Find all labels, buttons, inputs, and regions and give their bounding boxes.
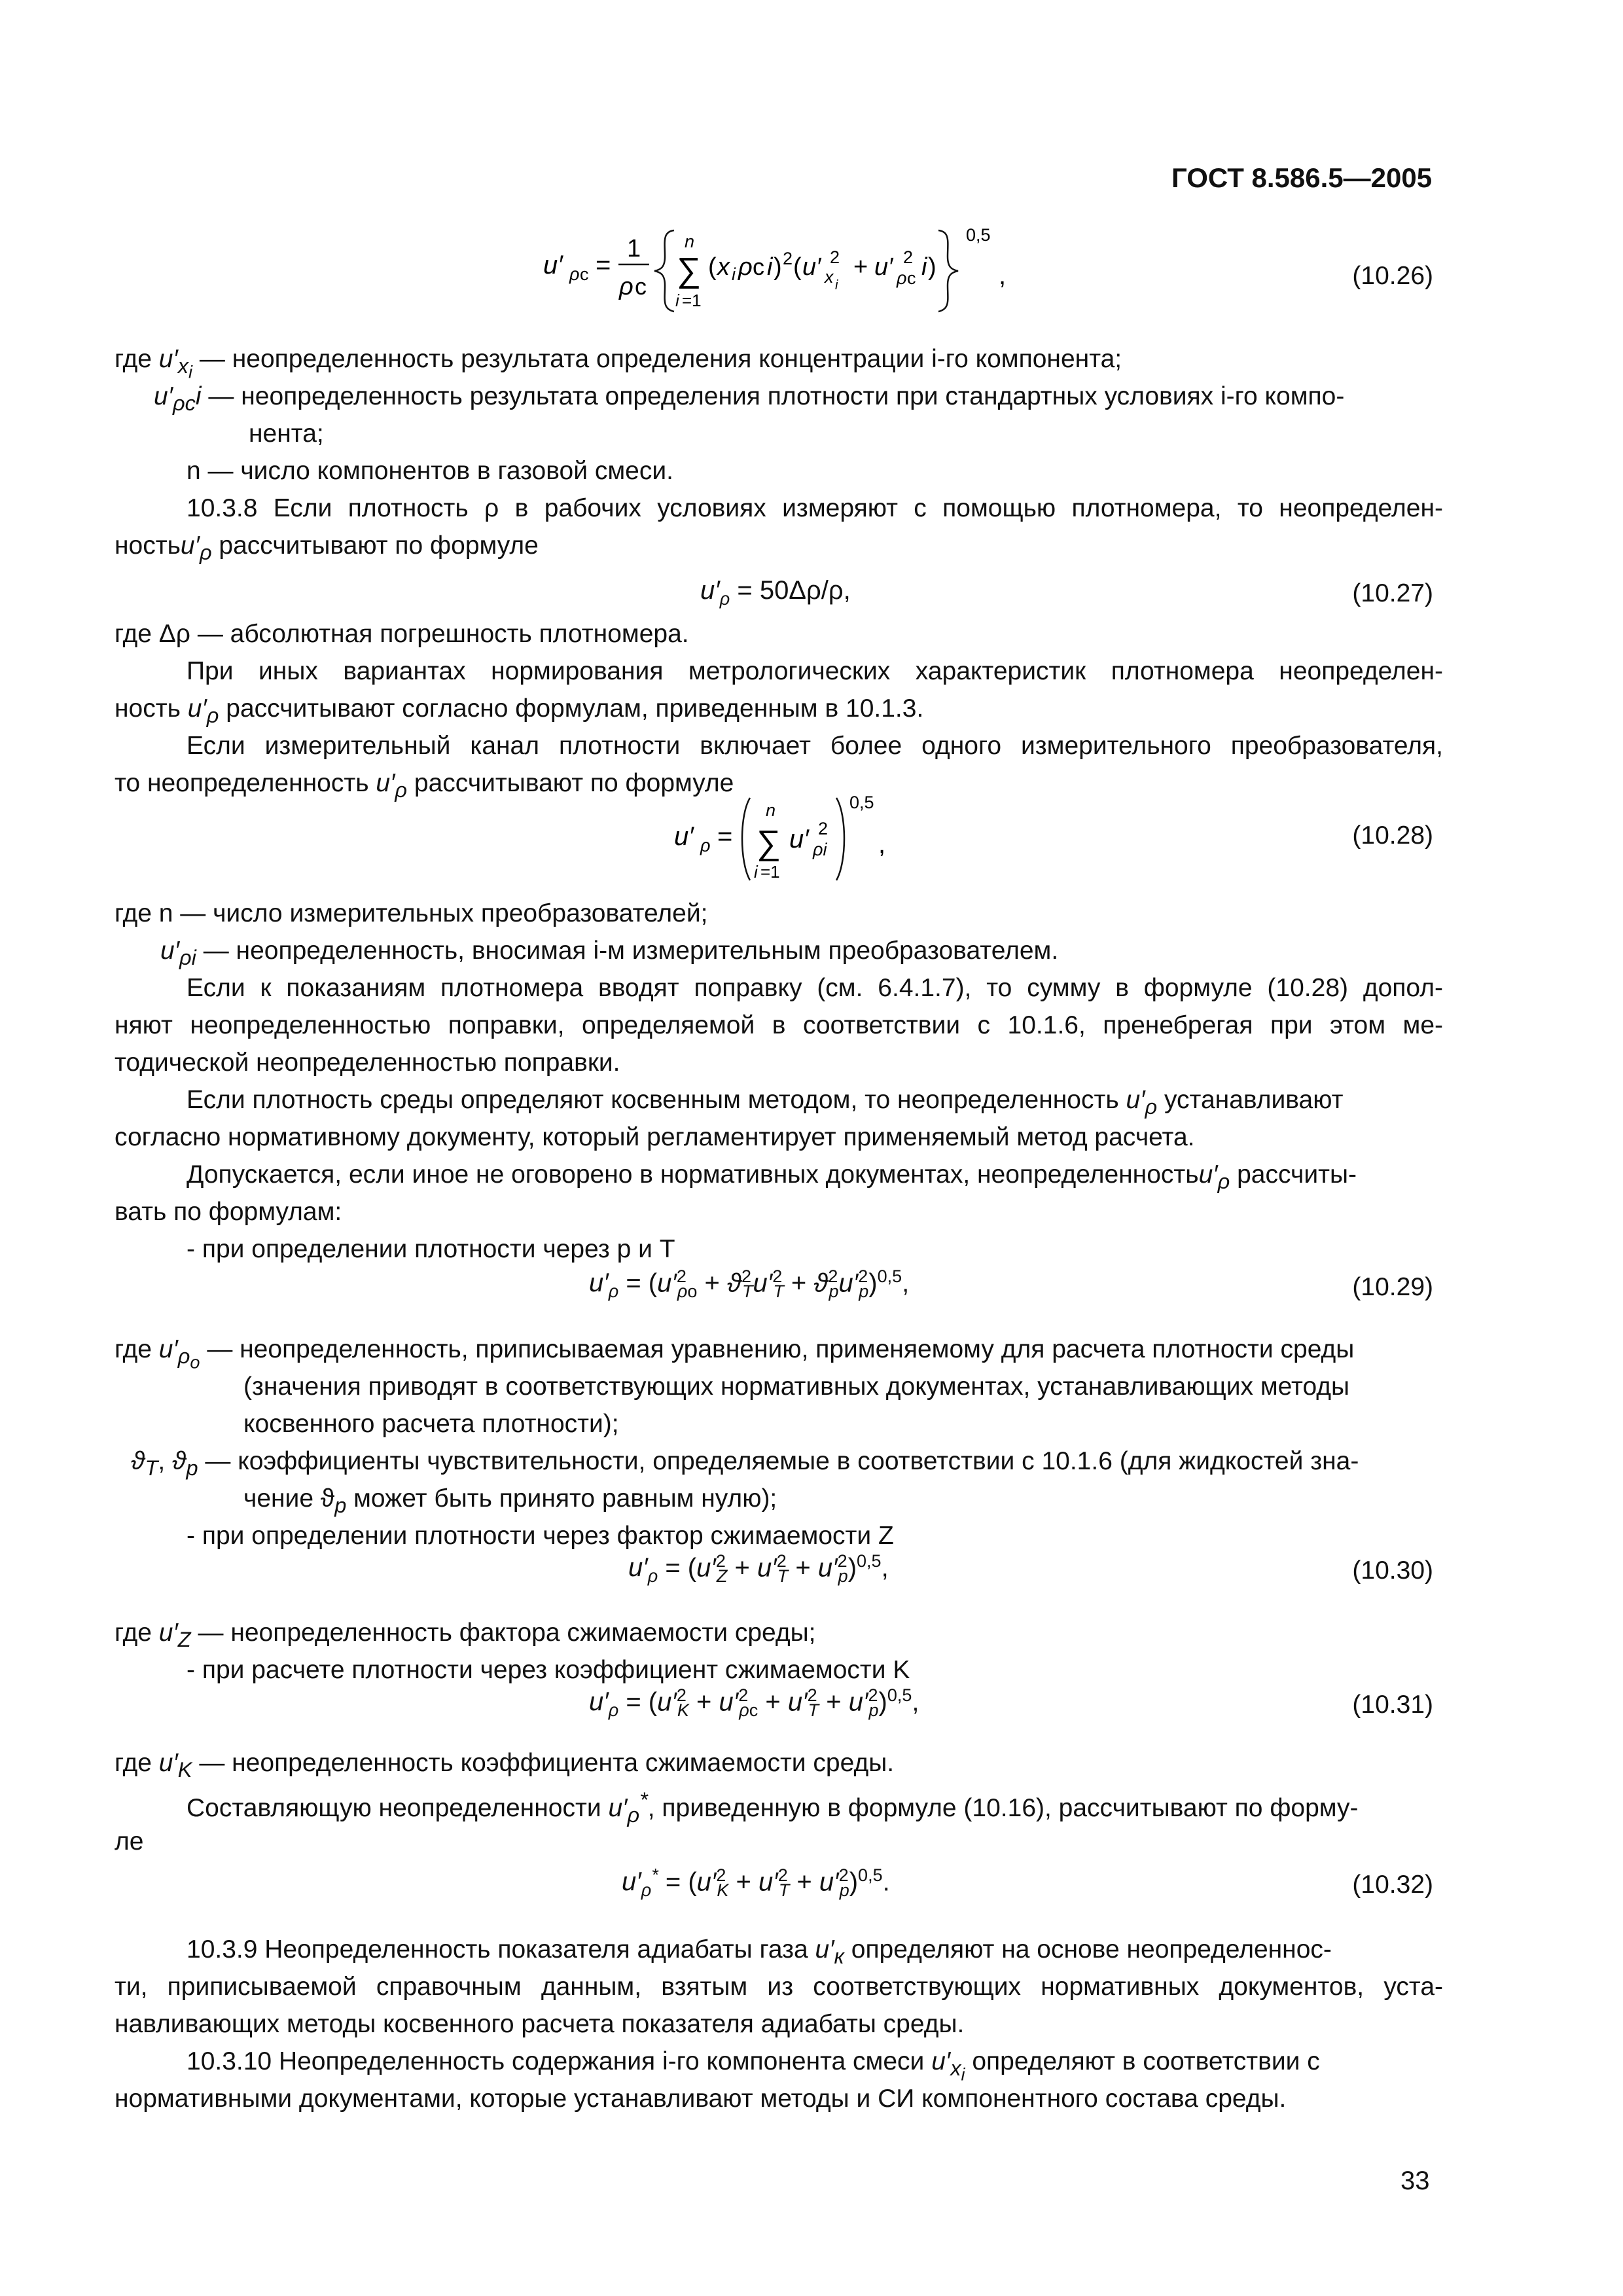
svg-text:ρ: ρ [738, 253, 753, 281]
svg-text:c: c [580, 264, 589, 284]
svg-text:1: 1 [627, 235, 641, 262]
svg-text:=: = [596, 251, 611, 279]
svg-text:x: x [717, 253, 730, 281]
where-K-desc: — неопределенность коэффициента сжимаемости среды. [199, 1749, 895, 1777]
p-component-a1: Составляющую неопределенности [187, 1794, 601, 1822]
formula-10-29: $u'_\rho = (u'^2_{\rho o} + ϑ^2_Tu'^2_T + ϑ^2_pu'^2_p)^{0,5}$, [589, 1266, 910, 1302]
equation-number-10-26: (10.26) [1352, 262, 1433, 290]
where-n-conv: где n — число измерительных преобразователей; [115, 899, 708, 927]
symbol-u-rho-i: $u'_{\rho i}$ [160, 937, 196, 969]
equation-number-10-28: (10.28) [1352, 821, 1433, 850]
svg-text:ρ: ρ [619, 273, 633, 300]
where-K-line: где $u'_K$ — неопределенность коэффициента сжимаемости среды. [115, 1749, 895, 1782]
formula-10-27-rhs: = 50Δρ/ρ, [737, 576, 851, 605]
equation-number-10-30: (10.30) [1352, 1556, 1433, 1585]
p-1038-line-b [115, 527, 1443, 571]
svg-text:+: + [853, 253, 868, 281]
p-1039-a1: 10.3.9 Неопределенность показателя адиабаты газа [187, 1935, 808, 1964]
svg-text:=1: =1 [682, 291, 702, 310]
p-channel-b2: рассчитывают по формуле [414, 769, 734, 797]
standard-code: ГОСТ 8.586.5—2005 [1171, 162, 1433, 193]
where-rho-c-desc: — неопределенность результата определения плотности при стандартных условиях i-го компо- [208, 382, 1345, 410]
symbol-u-rho-c-i: $u'_{\rho c}i$ [154, 382, 202, 415]
p-10310-line-b: нормативными документами, которые устанавливают методы и СИ компонентного состава среды. [115, 2085, 1287, 2113]
p-indirect-a2: устанавливают [1164, 1086, 1344, 1114]
p-other-b1: ность [115, 694, 181, 723]
svg-text:i: i [732, 264, 736, 284]
p-indirect-line-b: согласно нормативному документу, который регламентирует применяемый метод расчета. [115, 1123, 1195, 1151]
svg-text:ρ: ρ [897, 268, 907, 288]
p-allowed-line-a: Допускается, если иное не оговорено в нормативных документах, $неопределенностьu'_\rho$ рассчиты- [187, 1160, 1357, 1193]
svg-text:i: i [754, 862, 758, 882]
svg-text:i: i [675, 291, 679, 310]
p-channel-b1: то неопределенность [115, 769, 369, 797]
p-indirect-a1: Если плотность среды определяют косвенным методом, то неопределенность [187, 1086, 1119, 1114]
p-corr-line-c: тодической неопределенностью поправки. [115, 1049, 620, 1077]
p-10310-line-a: 10.3.10 Неопределенность содержания i-го компонента смеси $u'_{x_i}$ определяют в соответствии с [187, 2047, 1320, 2085]
p-allowed-a2: рассчиты- [1237, 1160, 1357, 1189]
svg-text:c: c [635, 273, 647, 300]
bullet-K: - при расчете плотности через коэффициент сжимаемости K [187, 1656, 910, 1684]
where-Z-line: где $u'_Z$ — неопределенность фактора сжимаемости среды; [115, 1619, 816, 1651]
formula-10-32: $u'_\rho^* = (u'^2_K + u'^2_T + u'^2_p)^{0,5}$. [622, 1865, 890, 1901]
svg-text:,: , [999, 261, 1007, 290]
equation-number-10-27: (10.27) [1352, 579, 1433, 607]
where-rho0-desc2: (значения приводят в соответствующих нормативных документах, устанавливающих методы [243, 1372, 1350, 1401]
p-1039-line-a: 10.3.9 Неопределенность показателя адиабаты газа $u'_к$ определяют на основе неопределеннос- [187, 1935, 1332, 1968]
svg-text:i: i [921, 253, 927, 281]
svg-text:2: 2 [830, 247, 840, 267]
where-theta-desc2: чение ϑ [243, 1484, 335, 1513]
formula-10-26 [537, 216, 1060, 321]
svg-text:n: n [766, 800, 776, 820]
p-10310-a1: 10.3.10 Неопределенность содержания i-го компонента смеси [187, 2047, 925, 2075]
svg-text:=: = [717, 822, 733, 851]
svg-text:(: ( [708, 253, 717, 281]
svg-text:2: 2 [818, 819, 829, 838]
equation-number-10-29: (10.29) [1352, 1273, 1433, 1301]
svg-text:): ) [928, 253, 936, 281]
p-1038-line-a: 10.3.8 Если плотность ρ в рабочих условиях измеряют с помощью плотномера, то неопределен- [187, 494, 1443, 522]
p-component-line-a: Составляющую неопределенности $u'_\rho^*$, приведенную в формуле (10.16), рассчитывают по форму- [187, 1788, 1359, 1827]
p-component-a2: , приведенную в формуле (10.16), рассчитывают по форму- [647, 1794, 1359, 1822]
svg-text:,: , [878, 830, 886, 859]
svg-text:n: n [685, 232, 695, 251]
p-1039-a2: определяют на основе неопределеннос- [851, 1935, 1332, 1964]
svg-text:u′: u′ [802, 253, 821, 281]
p-1039-line-b: ти, приписываемой справочным данным, взятым из соответствующих нормативных документов, уста- [115, 1973, 1443, 2001]
where-label: где [115, 345, 159, 373]
p-allowed-line-b: вать по формулам: [115, 1198, 342, 1226]
svg-text:u′: u′ [789, 825, 809, 853]
bullet-pT: - при определении плотности через p и T [187, 1235, 675, 1263]
equation-number-10-32: (10.32) [1352, 1871, 1433, 1899]
where-theta-cont: чение $ϑ_p$ может быть принято равным нулю); [243, 1484, 777, 1517]
bullet-Z: - при определении плотности через фактор сжимаемости Z [187, 1522, 894, 1550]
svg-text:∑: ∑ [757, 824, 781, 862]
svg-text:=1: =1 [760, 862, 780, 882]
formula-10-31: $u'_\rho = (u'^2_K + u'^2_{\rho c} + u'^2_T + u'^2_p)^{0,5}$, [589, 1685, 919, 1721]
p-corr-line-b: няют неопределенностью поправки, определяемой в соответствии с 10.1.6, пренебрегая при этом ме- [115, 1011, 1443, 1039]
p-other-line-b: ность $u'_\rho$ рассчитывают согласно формулам, приведенным в 10.1.3. [115, 694, 924, 727]
svg-text:2: 2 [903, 247, 914, 267]
where-rho0-line: где $u'_{\rho_o}$ — неопределенность, приписываемая уравнению, применяемому для расчета плотности среды [115, 1335, 1355, 1372]
where-rho0-desc3: косвенного расчета плотности); [243, 1410, 619, 1438]
where-Z-desc: — неопределенность фактора сжимаемости среды; [198, 1619, 816, 1647]
svg-text:(: ( [793, 253, 802, 281]
svg-text:x: x [825, 267, 834, 287]
p-channel-line-a: Если измерительный канал плотности включает более одного измерительного преобразователя, [187, 732, 1443, 760]
formula-10-28 [661, 789, 910, 887]
svg-text:i: i [835, 278, 838, 293]
p-1038-c-text: рассчитывают по формуле [219, 531, 539, 560]
svg-text:ρi: ρi [813, 840, 827, 859]
svg-text:i: i [767, 253, 773, 281]
p-other-b2: рассчитывают согласно формулам, приведенным в 10.1.3. [226, 694, 924, 723]
svg-text:): ) [774, 253, 782, 281]
where-rho-c-desc-cont: нента; [249, 420, 324, 448]
svg-text:0,5: 0,5 [966, 225, 991, 245]
where-rho0-desc: — неопределенность, приписываемая уравнению, применяемому для расчета плотности среды [207, 1335, 1355, 1363]
svg-text:2: 2 [783, 249, 793, 268]
where-delta: где Δρ — абсолютная погрешность плотномера. [115, 620, 689, 648]
svg-text:u′: u′ [543, 251, 563, 279]
svg-text:u′: u′ [874, 253, 893, 281]
formula-10-30: $u'_\rho = (u'^2_Z + u'^2_T + u'^2_p)^{0,5}$, [628, 1551, 889, 1587]
page-number: 33 [1400, 2166, 1430, 2195]
formula-10-27: $u'_\rho = 50\Delta\rho/\rho$, [700, 576, 851, 609]
svg-text:c: c [753, 253, 764, 280]
formula-10-26-graphic [537, 216, 1060, 321]
svg-text:c: c [907, 268, 916, 288]
where-n-desc: n — число компонентов в газовой смеси. [187, 457, 673, 485]
p-allowed-a1: Допускается, если иное не оговорено в нормативных документах, неопределенность [187, 1160, 1199, 1189]
p-channel-line-b: то неопределенность $u'_\rho$ рассчитывают по формуле [115, 769, 734, 802]
where-theta-line: $ϑ_T$, $ϑ_p$ — коэффициенты чувствительности, определяемые в соответствии с 10.1.6 (для жидкостей зна- [131, 1447, 1359, 1480]
p-other-line-a: При иных вариантах нормирования метрологических характеристик плотномера неопределен- [187, 657, 1443, 685]
symbol-u-rho: $u'_\rho$ [180, 531, 212, 564]
symbol-u-x-i: $u'_{x_i}$ [158, 345, 193, 382]
svg-text:ρ: ρ [569, 264, 580, 284]
svg-text:u′: u′ [674, 822, 694, 851]
where-rho-i-desc: — неопределенность, вносимая i-м измерительным преобразователем. [203, 937, 1059, 965]
p-1038-b-text: ность [115, 531, 181, 560]
p-component-line-b: ле [115, 1827, 144, 1856]
p-indirect-line-a: Если плотность среды определяют косвенным методом, то неопределенность $u'_\rho$ устанавливают [187, 1086, 1344, 1119]
formula-10-28-graphic [661, 789, 910, 887]
svg-text:0,5: 0,5 [849, 793, 874, 812]
p-corr-line-a: Если к показаниям плотномера вводят поправку (см. 6.4.1.7), то сумму в формуле (10.28) допол- [187, 974, 1443, 1002]
p-10310-a2: определяют в соответствии с [972, 2047, 1320, 2075]
equation-number-10-31: (10.31) [1352, 1691, 1433, 1719]
where-theta-desc3: может быть принято равным нулю); [353, 1484, 777, 1513]
p-1039-line-c: навливающих методы косвенного расчета показателя адиабаты среды. [115, 2010, 965, 2038]
where-theta-desc: — коэффициенты чувствительности, определяемые в соответствии с 10.1.6 (для жидкостей зна- [205, 1447, 1359, 1475]
svg-text:∑: ∑ [677, 251, 702, 289]
where-x-desc: — неопределенность результата определения концентрации i-го компонента; [199, 345, 1122, 373]
svg-text:ρ: ρ [700, 836, 711, 855]
